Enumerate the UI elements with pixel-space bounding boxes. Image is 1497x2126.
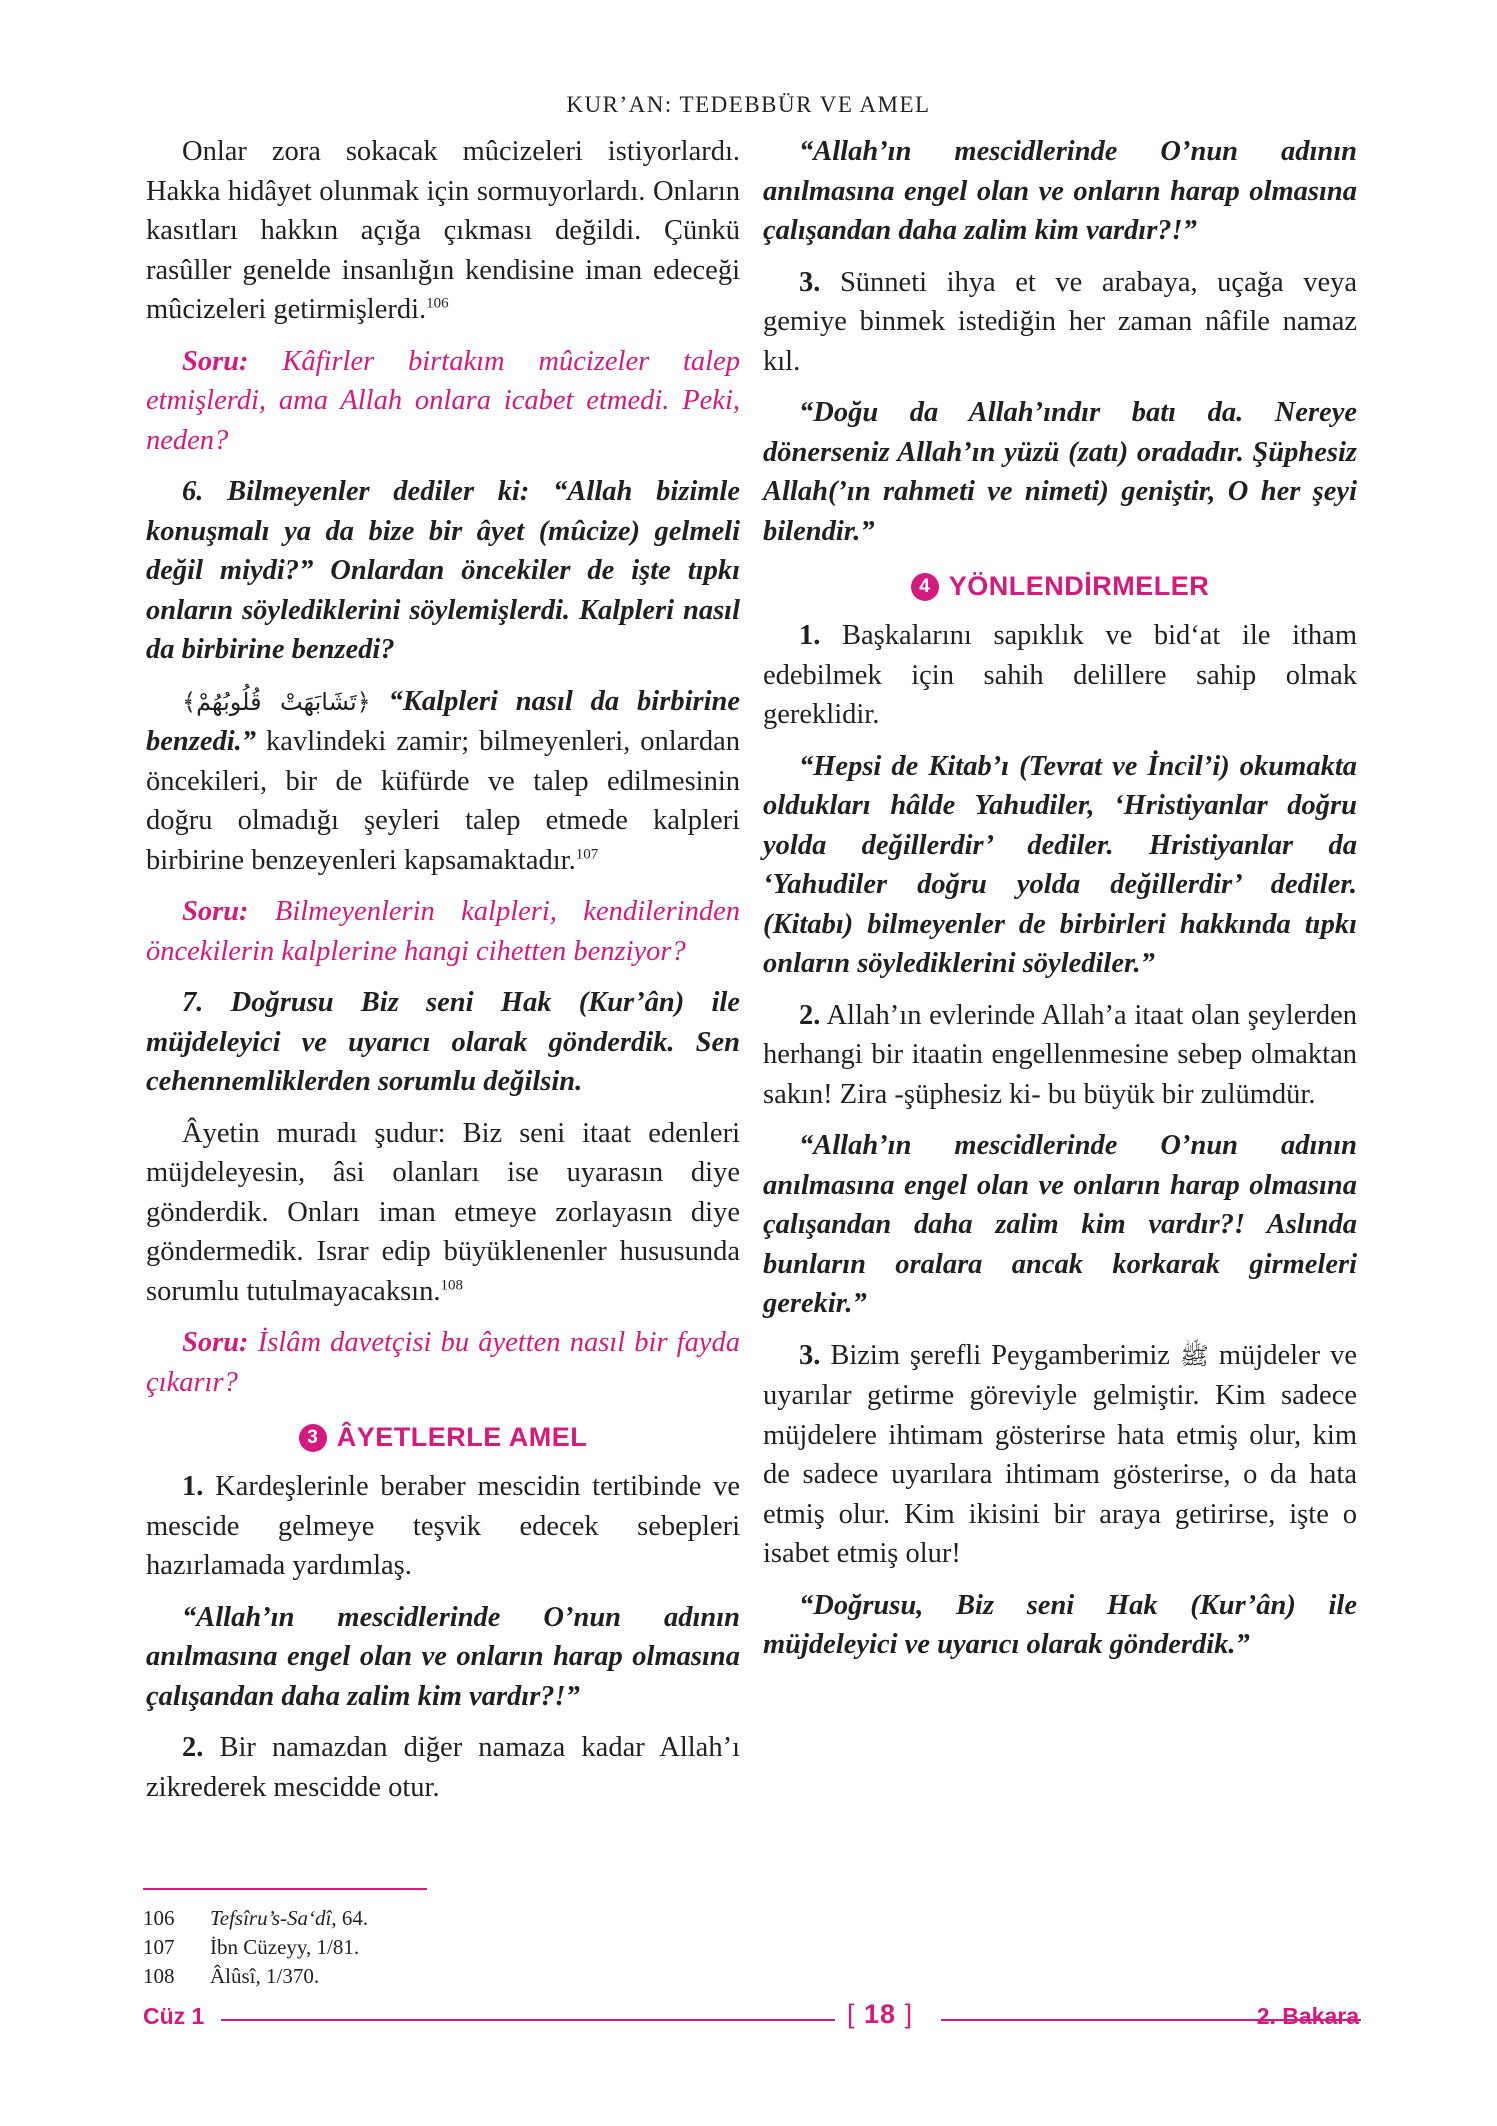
footnote-text: [210, 1904, 368, 1933]
footnote-number: 106: [143, 1906, 175, 1930]
question: [146, 342, 740, 461]
question: [146, 1323, 740, 1402]
paragraph-text: kavlindeki zamir; bilmeyenleri, onlardan öncekileri, bir de küfürde ve talep edilmesinin doğru olmadığı şeyleri talep etmede kalpleri birbirine benzeyenleri kapsamaktadır.: [146, 726, 740, 876]
footnote-number: 107: [143, 1935, 175, 1959]
item-text: müjdeler ve uyarılar getirme göreviyle gelmiştir. Kim sadece müjdelere ihtimam gösterirse hata etmiş olur, kim de sadece uyarılara ihtimam gösterirse, o da hata etmiş olur. Kim ikisini bir araya getirirse, işte o isabet etmiş olur!: [763, 1339, 1357, 1569]
verse-quote: “Allah’ın mescidlerinde O’nun adının anılmasına engel olan ve onların harap olmasına çalışandan daha zalim kim vardır?! Aslında bunların oralara ancak korkarak girmeleri gerekir.”: [763, 1130, 1357, 1319]
salawat-glyph: ﷺ: [1179, 1341, 1209, 1370]
page-number: [847, 1999, 913, 2030]
verse-quote: “Allah’ın mescidlerinde O’nun adının anılmasına engel olan ve onların harap olmasına çalışandan daha zalim kim vardır?!”: [146, 1601, 740, 1712]
footnote: [143, 1904, 743, 1933]
verse-quote: “Kalpleri nasıl da birbirine benzedi.”: [146, 685, 740, 757]
page-number-value: 18: [864, 1999, 897, 2029]
cuz-label: Cüz 1: [143, 2003, 205, 2029]
footnote-number: 108: [143, 1964, 175, 1988]
paragraph: [146, 132, 740, 330]
footnote-ref[interactable]: 106: [426, 295, 449, 312]
footnote: [143, 1962, 743, 1991]
list-item: [763, 263, 1357, 382]
section-number-badge: 3: [299, 1424, 327, 1452]
footnote-text: İbn Cüzeyy, 1/81.: [210, 1935, 360, 1959]
footnote-divider: [143, 1888, 427, 1890]
footnote-ref[interactable]: 107: [575, 846, 599, 862]
verse-quote: “Allah’ın mescidlerinde O’nun adının anılmasına engel olan ve onların harap olmasına çalışandan daha zalim kim vardır?!”: [763, 136, 1357, 246]
verse-quote: “Hepsi de Kitab’ı (Tevrat ve İncil’i) okumakta oldukları hâlde Yahudiler, ‘Hristiyanlar doğru yolda değillerdir’ dediler. Hristiyanlar da ‘Yahudiler doğru yolda değillerdir’ dediler. (Kitabı) bilmeyenler de birbirleri hakkında tıpkı onların söylediklerini söylediler.”: [763, 750, 1357, 979]
footer-rule-left: [221, 2019, 835, 2021]
verse-quote: “Doğu da Allah’ındır batı da. Nereye dönerseniz Allah’ın yüzü (zatı) oradadır. Şüphesiz Allah(’ın rahmeti ve nimeti) geniştir, O her şeyi bilendir.”: [763, 397, 1357, 547]
item-number: 2.: [799, 999, 821, 1031]
item-text: Sünneti ihya et ve arabaya, uçağa veya gemiye binmek istediğin her zaman nâfile namaz kıl.: [763, 266, 1357, 377]
footnote-ref[interactable]: 108: [440, 1277, 463, 1293]
question-label: Soru:: [182, 345, 249, 377]
item-number: 3.: [799, 1339, 821, 1371]
paragraph: [146, 1114, 740, 1312]
footnote-title: Tefsîru’s-Sa‘dî: [210, 1906, 332, 1930]
list-item: [763, 1336, 1357, 1574]
item-text: Başkalarını sapıklık ve bid‘at ile itham edebilmek için sahih delillere sahip olmak gereklidir.: [763, 620, 1357, 730]
item-text: Kardeşlerinle beraber mescidin tertibinde ve mescide gelmeye teşvik edecek sebepleri hazırlamada yardımlaş.: [146, 1471, 740, 1581]
surah-label: 2. Bakara: [1256, 2003, 1359, 2029]
list-item: [146, 1728, 740, 1807]
item-text: Bir namazdan diğer namaza kadar Allah’ı zikrederek mescidde otur.: [146, 1732, 740, 1803]
item-text: Bizim şerefli Peygamberimiz: [820, 1339, 1180, 1371]
question-label: Soru:: [182, 896, 249, 927]
verse-6: 6. Bilmeyenler dediler ki: “Allah bizimle konuşmalı ya da bize bir âyet (mûcize) gelmeli değil miydi?” Onlardan öncekiler de işte tıpkı onların söylediklerini söylemişlerdi. Kalpleri nasıl da birbirine benzedi?: [146, 476, 740, 665]
item-number: 3.: [799, 266, 821, 298]
footnote-text: Âlûsî, 1/370.: [210, 1964, 320, 1988]
left-column: [146, 132, 740, 1819]
question-label: Soru:: [182, 1327, 249, 1358]
running-head: KUR’AN: TEDEBBÜR VE AMEL: [566, 92, 931, 117]
footnotes: [143, 1904, 743, 1991]
question-text: İslâm davetçisi bu âyetten nasıl bir fayda çıkarır?: [146, 1327, 741, 1398]
section-heading-3: [146, 1422, 740, 1453]
footnote: [143, 1933, 743, 1962]
section-number-badge: 4: [911, 573, 939, 601]
question-text: Kâfirler birtakım mûcizeler talep etmişlerdi, ama Allah onlara icabet etmedi. Peki, neden?: [146, 345, 740, 456]
item-text: Allah’ın evlerinde Allah’a itaat olan şeylerden herhangi bir itaatin engellenmesine sebep olmaktan sakın! Zira -şüphesiz ki- bu büyük bir zulümdür.: [763, 999, 1357, 1110]
bracket-open: [: [847, 1999, 856, 2029]
paragraph-text: Onlar zora sokacak mûcizeleri istiyorlardı. Hakka hidâyet olunmak için sormuyorlardı. Onların kasıtları hakkın açığa çıkması değildi. Çünkü rasûller genelde insanlığın kendisine iman edeceği mûcizeleri getirmişlerdi.: [146, 136, 740, 325]
verse-7: 7. Doğrusu Biz seni Hak (Kur’ân) ile müjdeleyici ve uyarıcı olarak gönderdik. Sen cehennemliklerden sorumlu değilsin.: [146, 987, 740, 1097]
page-footer: [143, 1999, 1359, 2035]
section-title: YÖNLENDİRMELER: [948, 571, 1210, 601]
list-item: [763, 616, 1357, 735]
item-number: 1.: [182, 1471, 204, 1502]
paragraph-text: Âyetin muradı şudur: Biz seni itaat edenleri müjdeleyesin, âsi olanları ise uyarasın diye gönderdik. Onları iman etmeye zorlayasın diye göndermedik. Israr edip büyüklenenler hususunda sorumlu tutulmayacaksın.: [146, 1117, 740, 1307]
list-item: [763, 996, 1357, 1115]
list-item: [146, 1467, 740, 1586]
footnote-rest: , 64.: [331, 1906, 369, 1930]
question-text: Bilmeyenlerin kalpleri, kendilerinden öncekilerin kalplerine hangi cihetten benziyor?: [146, 896, 740, 967]
bracket-close: ]: [904, 1999, 914, 2029]
section-title: ÂYETLERLE AMEL: [336, 1422, 588, 1452]
question: [146, 892, 740, 971]
item-number: 1.: [799, 620, 821, 651]
item-number: 2.: [182, 1732, 204, 1763]
paragraph: [146, 682, 740, 881]
arabic-quote: ﴿تَشَابَهَتْ قُلُوبُهُمْ﴾: [182, 687, 371, 716]
section-heading-4: [763, 571, 1357, 602]
verse-quote: “Doğrusu, Biz seni Hak (Kur’ân) ile müjdeleyici ve uyarıcı olarak gönderdik.”: [763, 1589, 1357, 1660]
right-column: [763, 132, 1357, 1677]
